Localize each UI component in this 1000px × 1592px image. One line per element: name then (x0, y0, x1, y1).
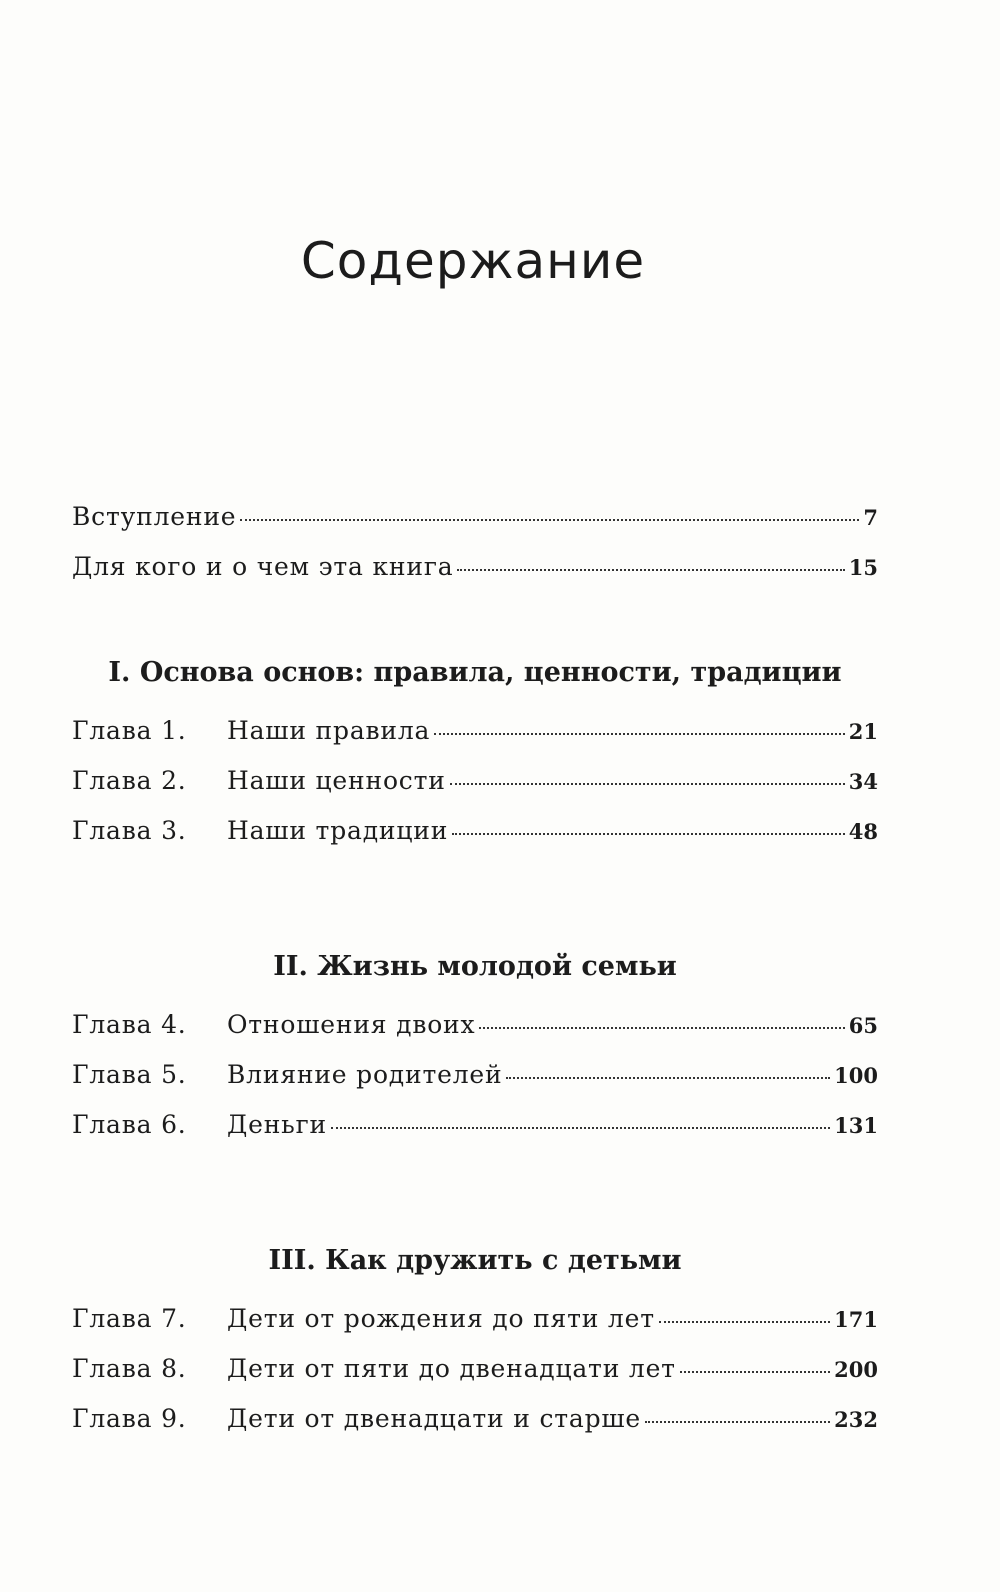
dot-leader (450, 783, 845, 785)
toc-chapter-entry[interactable] (72, 1110, 878, 1160)
chapter-title: Дети от рождения до пяти лет (227, 1304, 655, 1333)
section-heading: II. Жизнь молодой семьи (273, 951, 677, 982)
dot-leader (452, 833, 845, 835)
chapter-title: Деньги (227, 1110, 327, 1139)
chapter-number: Глава 6. (72, 1110, 187, 1139)
dot-leader (680, 1371, 830, 1373)
chapter-number: Глава 9. (72, 1404, 187, 1433)
page-title: Содержание (300, 232, 646, 290)
chapter-number: Глава 2. (72, 766, 187, 795)
chapter-number: Глава 1. (72, 716, 187, 745)
toc-page-number: 7 (863, 505, 878, 530)
toc-chapter-entry[interactable] (72, 1010, 878, 1060)
toc-page-number: 48 (848, 819, 878, 844)
chapter-number: Глава 5. (72, 1060, 187, 1089)
toc-chapter-entry[interactable] (72, 1060, 878, 1110)
dot-leader (479, 1027, 844, 1029)
chapter-number: Глава 4. (72, 1010, 187, 1039)
toc-page-number: 232 (834, 1407, 878, 1432)
toc-chapter-entry[interactable] (72, 1304, 878, 1354)
toc-page-number: 15 (848, 555, 878, 580)
toc-page-number: 21 (848, 719, 878, 744)
section-heading: I. Основа основ: правила, ценности, традиции (108, 657, 842, 688)
toc-chapter-entry[interactable] (72, 766, 878, 816)
dot-leader (659, 1321, 830, 1323)
chapter-number: Глава 3. (72, 816, 187, 845)
toc-page-number: 65 (848, 1013, 878, 1038)
toc-chapter-entry[interactable] (72, 1404, 878, 1454)
toc-chapter-entry[interactable] (72, 1354, 878, 1404)
toc-entry-title: Для кого и о чем эта книга (72, 552, 454, 581)
toc-page-number: 34 (848, 769, 878, 794)
dot-leader (645, 1421, 830, 1423)
chapter-title: Наши ценности (227, 766, 446, 795)
dot-leader (434, 733, 845, 735)
toc-chapter-entry[interactable] (72, 716, 878, 766)
chapter-number: Глава 8. (72, 1354, 187, 1383)
toc-entry-intro[interactable] (72, 502, 878, 552)
toc-chapter-entry[interactable] (72, 816, 878, 866)
dot-leader (331, 1127, 830, 1129)
toc-page-number: 131 (834, 1113, 878, 1138)
toc-page-number: 100 (834, 1063, 878, 1088)
chapter-title: Наши правила (227, 716, 431, 745)
chapter-title: Дети от двенадцати и старше (227, 1404, 642, 1433)
chapter-title: Наши традиции (227, 816, 449, 845)
chapter-title: Влияние родителей (227, 1060, 503, 1089)
toc-entry-title: Вступление (72, 502, 237, 531)
section-heading: III. Как дружить с детьми (268, 1245, 682, 1276)
chapter-title: Дети от пяти до двенадцати лет (227, 1354, 676, 1383)
toc-entry-about[interactable] (72, 552, 878, 602)
dot-leader (457, 569, 844, 571)
table-of-contents (72, 502, 878, 1454)
dot-leader (240, 519, 859, 521)
chapter-title: Отношения двоих (227, 1010, 476, 1039)
dot-leader (506, 1077, 830, 1079)
toc-page-number: 171 (834, 1307, 878, 1332)
toc-page-number: 200 (834, 1357, 878, 1382)
chapter-number: Глава 7. (72, 1304, 187, 1333)
